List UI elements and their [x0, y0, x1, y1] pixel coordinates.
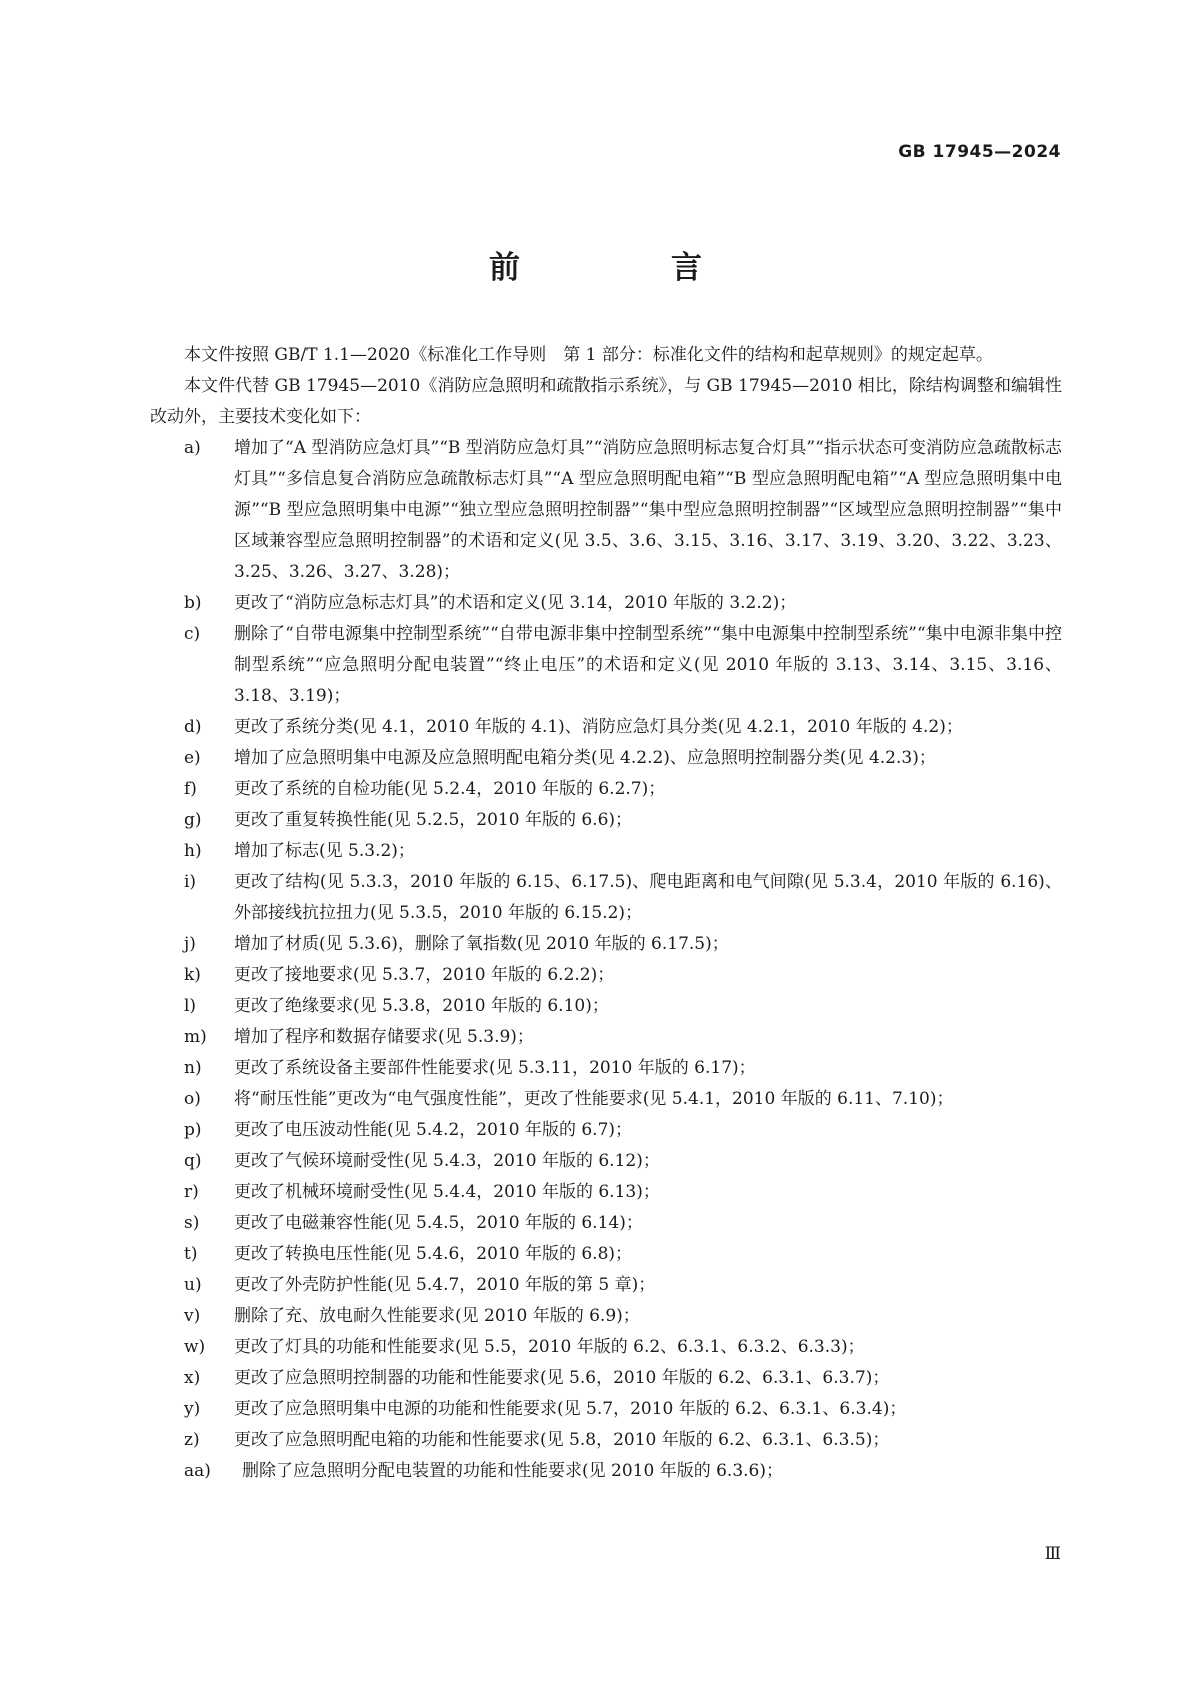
list-item-label: m) [184, 1027, 207, 1047]
list-item-text: 更改了接地要求(见 5.3.7，2010 年版的 6.2.2)； [234, 965, 615, 985]
list-item-label: p) [184, 1120, 202, 1140]
list-item [150, 1208, 1062, 1239]
list-item-text: 更改了电磁兼容性能(见 5.4.5，2010 年版的 6.14)； [234, 1213, 643, 1233]
list-item [150, 1146, 1062, 1177]
list-item [150, 588, 1062, 619]
list-item [150, 1239, 1062, 1270]
document-body [150, 340, 1062, 1487]
list-item-label: k) [184, 965, 201, 985]
list-item-label: r) [184, 1182, 199, 1202]
list-item-text: 增加了程序和数据存储要求(见 5.3.9)； [234, 1027, 534, 1047]
list-item-label: l) [184, 996, 197, 1016]
intro-paragraph: 本文件按照 GB/T 1.1—2020《标准化工作导则 第 1 部分：标准化文件的结构和起草规则》的规定起草。 [184, 345, 993, 365]
list-item-label: a) [184, 438, 201, 458]
list-item-label: s) [184, 1213, 200, 1233]
list-item [150, 805, 1062, 836]
list-item-text: 更改了转换电压性能(见 5.4.6，2010 年版的 6.8)； [234, 1244, 633, 1264]
list-item [150, 1084, 1062, 1115]
list-item [150, 1270, 1062, 1301]
list-item-text: 更改了应急照明控制器的功能和性能要求(见 5.6，2010 年版的 6.2、6.3.1、6.3.7)； [234, 1368, 890, 1388]
list-item-label: q) [184, 1151, 202, 1171]
list-item-label: h) [184, 841, 202, 861]
list-item-label: t) [184, 1244, 198, 1264]
list-item [150, 1115, 1062, 1146]
list-item [150, 743, 1062, 774]
list-item-text: 删除了应急照明分配电装置的功能和性能要求(见 2010 年版的 6.3.6)； [242, 1461, 783, 1481]
list-item [150, 1177, 1062, 1208]
list-item-label: aa) [184, 1461, 211, 1481]
list-item-text: 增加了材质(见 5.3.6)，删除了氧指数(见 2010 年版的 6.17.5)； [234, 934, 729, 954]
list-item [150, 433, 1062, 588]
list-item-label: z) [184, 1430, 200, 1450]
list-item [150, 619, 1062, 712]
standard-code-header: GB 17945—2024 [898, 142, 1061, 162]
list-item-label: g) [184, 810, 202, 830]
list-item-text: 更改了气候环境耐受性(见 5.4.3，2010 年版的 6.12)； [234, 1151, 660, 1171]
list-item-label: y) [184, 1399, 201, 1419]
change-list [150, 433, 1062, 1487]
list-item-label: d) [184, 717, 202, 737]
list-item [150, 867, 1062, 929]
list-item-text: 将“耐压性能”更改为“电气强度性能”，更改了性能要求(见 5.4.1，2010 年版的 6.11、7.10)； [234, 1089, 954, 1109]
list-item [150, 774, 1062, 805]
list-item-label: u) [184, 1275, 202, 1295]
list-item-text: 更改了机械环境耐受性(见 5.4.4，2010 年版的 6.13)； [234, 1182, 660, 1202]
list-item-text: 更改了系统的自检功能(见 5.2.4，2010 年版的 6.2.7)； [234, 779, 666, 799]
list-item-text: 增加了“A 型消防应急灯具”“B 型消防应急灯具”“消防应急照明标志复合灯具”“指示状态可变消防应急疏散标志灯具”“多信息复合消防应急疏散标志灯具”“A 型应急照明配电箱”“B 型应急照明配电箱”“A 型应急照明集中电源”“B 型应急照明集中电源”“独立型应急照明控制器”“集中型应急照明控制器”“区域型应急照明控制器”“集中区域兼容型应急照明控制器”的术语和定义(见 3.5、3.6、3.15、3.16、3.17、3.19、3.20、3.22、3.23、3.25、3.26、3.27、3.28)； [234, 438, 1062, 582]
list-item-text: 增加了应急照明集中电源及应急照明配电箱分类(见 4.2.2)、应急照明控制器分类(见 4.2.3)； [234, 748, 936, 768]
list-item-text: 更改了应急照明集中电源的功能和性能要求(见 5.7，2010 年版的 6.2、6.3.1、6.3.4)； [234, 1399, 907, 1419]
page-title: 前 言 [489, 250, 762, 286]
list-item-text: 增加了标志(见 5.3.2)； [234, 841, 415, 861]
list-item-text: 更改了外壳防护性能(见 5.4.7，2010 年版的第 5 章)； [234, 1275, 656, 1295]
list-item-text: 删除了充、放电耐久性能要求(见 2010 年版的 6.9)； [234, 1306, 640, 1326]
list-item-text: 更改了系统分类(见 4.1，2010 年版的 4.1)、消防应急灯具分类(见 4.2.1，2010 年版的 4.2)； [234, 717, 963, 737]
intro-paragraph: 本文件代替 GB 17945—2010《消防应急照明和疏散指示系统》，与 GB 17945—2010 相比，除结构调整和编辑性改动外，主要技术变化如下： [150, 376, 1062, 427]
list-item-label: f) [184, 779, 197, 799]
list-item-label: c) [184, 624, 201, 644]
list-item-label: j) [184, 934, 196, 954]
list-item-label: v) [184, 1306, 201, 1326]
list-item-text: 更改了绝缘要求(见 5.3.8，2010 年版的 6.10)； [234, 996, 609, 1016]
list-item-label: b) [184, 593, 202, 613]
list-item [150, 1456, 1062, 1487]
list-item [150, 991, 1062, 1022]
list-item [150, 712, 1062, 743]
list-item-text: 更改了“消防应急标志灯具”的术语和定义(见 3.14，2010 年版的 3.2.2)； [234, 593, 797, 613]
list-item-label: n) [184, 1058, 202, 1078]
list-item-text: 更改了电压波动性能(见 5.4.2，2010 年版的 6.7)； [234, 1120, 633, 1140]
list-item-label: w) [184, 1337, 206, 1357]
list-item-text: 更改了重复转换性能(见 5.2.5，2010 年版的 6.6)； [234, 810, 633, 830]
list-item-label: o) [184, 1089, 201, 1109]
page-number: Ⅲ [1044, 1544, 1061, 1564]
list-item [150, 1425, 1062, 1456]
list-item [150, 960, 1062, 991]
list-item [150, 1332, 1062, 1363]
list-item [150, 1301, 1062, 1332]
list-item-text: 删除了“自带电源集中控制型系统”“自带电源非集中控制型系统”“集中电源集中控制型系统”“集中电源非集中控制型系统”“应急照明分配电装置”“终止电压”的术语和定义(见 2010 年版的 3.13、3.14、3.15、3.16、3.18、3.19)； [234, 624, 1062, 706]
list-item-text: 更改了结构(见 5.3.3，2010 年版的 6.15、6.17.5)、爬电距离和电气间隙(见 5.3.4，2010 年版的 6.16)、外部接线抗拉扭力(见 5.3.5，2010 年版的 6.15.2)； [234, 872, 1062, 923]
list-item [150, 1053, 1062, 1084]
list-item-text: 更改了系统设备主要部件性能要求(见 5.3.11，2010 年版的 6.17)； [234, 1058, 756, 1078]
list-item [150, 929, 1062, 960]
list-item-text: 更改了应急照明配电箱的功能和性能要求(见 5.8，2010 年版的 6.2、6.3.1、6.3.5)； [234, 1430, 890, 1450]
list-item [150, 1363, 1062, 1394]
list-item [150, 1022, 1062, 1053]
list-item [150, 1394, 1062, 1425]
list-item-label: e) [184, 748, 201, 768]
list-item [150, 836, 1062, 867]
list-item-label: i) [184, 872, 197, 892]
list-item-label: x) [184, 1368, 201, 1388]
list-item-text: 更改了灯具的功能和性能要求(见 5.5，2010 年版的 6.2、6.3.1、6.3.2、6.3.3)； [234, 1337, 865, 1357]
